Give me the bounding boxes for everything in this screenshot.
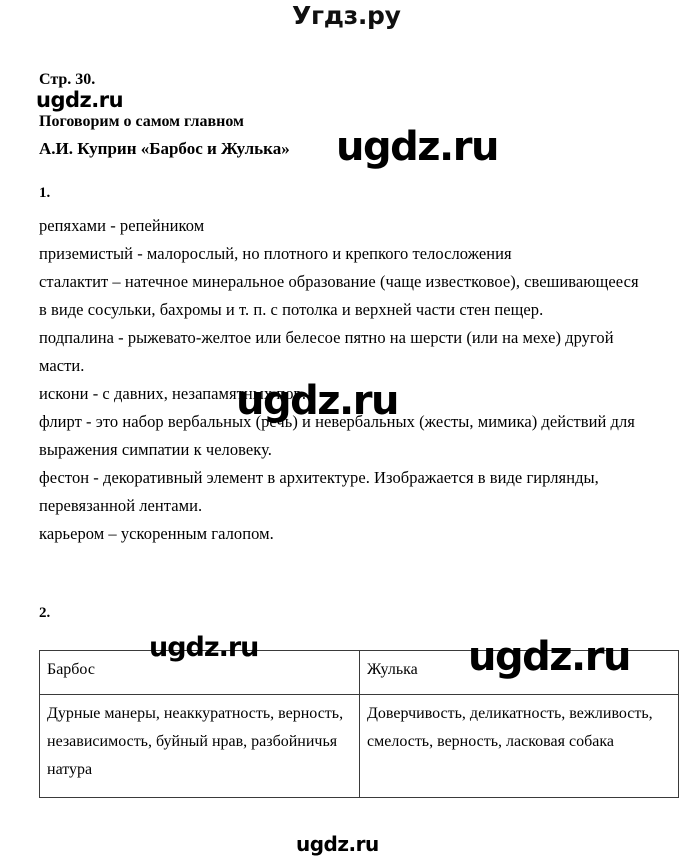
watermark-table-left: ugdz.ru [149,632,259,663]
task-number-1: 1. [39,185,51,201]
site-header [0,0,680,34]
table-cell-barbos-traits: Дурные манеры, неаккуратность, верность, независимость, буйный нрав, разбойничья натура [40,695,360,798]
table-header-row [40,651,679,695]
table-cell-zhulka-traits: Доверчивость, деликатность, вежливость, смелость, верность, ласковая собака [360,695,679,798]
table-header-cell-zhulka: Жулька [360,651,679,695]
answer-line: репяхами - репейником [39,216,205,235]
watermark-title-overlay: ugdz.ru [336,124,498,170]
answer-line: сталактит – натечное минеральное образование (чаще известковое), свешивающееся в виде сосульки, бахромы и т. п. с потолка и верхней части стен пещер. [39,272,639,319]
table-row [40,695,679,798]
answer-line: приземистый - малорослый, но плотного и крепкого телосложения [39,244,512,263]
site-brand-title: Угдз.ру [292,1,401,30]
watermark-middle: ugdz.ru [236,378,398,424]
page-reference: Стр. 30. [39,71,96,88]
watermark-table-right: ugdz.ru [468,634,630,680]
watermark-bottom: ugdz.ru [296,832,379,856]
worksheet-page [0,34,680,861]
task-number-2: 2. [39,605,51,621]
answer-line: флирт - это набор вербальных (речь) и невербальных (жесты, мимика) действий для выражения симпатии к человеку. [39,412,635,459]
work-title: А.И. Куприн «Барбос и Жулька» [39,139,290,158]
answer-line: искони - с давних, незапамятных пор. [39,384,307,403]
table-header-cell-barbos: Барбос [40,651,360,695]
answer-line: фестон - декоративный элемент в архитектуре. Изображается в виде гирлянды, перевязанной лентами. [39,468,599,515]
comparison-table [39,650,679,798]
watermark-small-top: ugdz.ru [36,88,124,112]
answer-line: подпалина - рыжевато-желтое или белесое пятно на шерсти (или на мехе) другой масти. [39,328,614,375]
answer-line: карьером – ускоренным галопом. [39,524,274,543]
section-title: Поговорим о самом главном [39,113,244,130]
task-1-answers [39,212,647,548]
